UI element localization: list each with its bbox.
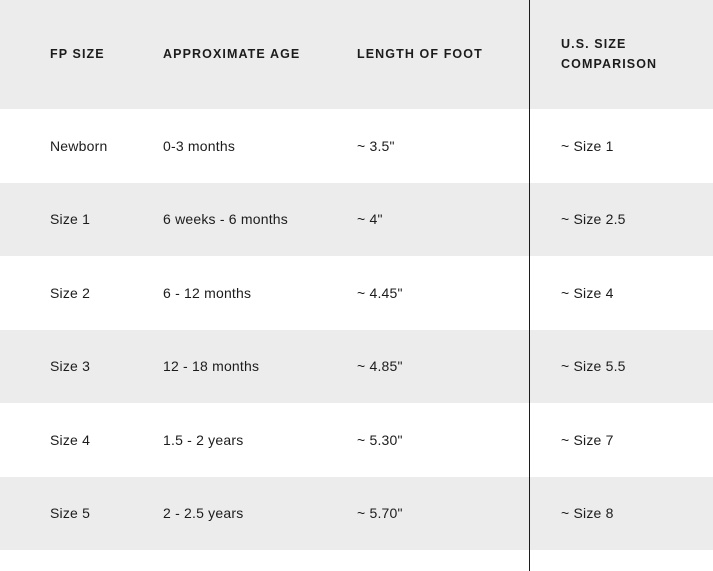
cell-length-of-foot: ~ 5.30"	[307, 403, 529, 477]
column-header-length-of-foot-label: LENGTH OF FOOT	[357, 46, 483, 61]
column-header-us-size-comparison	[529, 0, 713, 109]
cell-us-size-comparison: ~ Size 4	[529, 256, 713, 330]
table-header	[0, 0, 713, 109]
cell-length-of-foot: ~ 4.45"	[307, 256, 529, 330]
column-header-length-of-foot	[307, 0, 529, 109]
column-header-us-size-comparison-line1: U.S. SIZE	[561, 37, 627, 52]
cell-us-size-comparison: ~ Size 8	[529, 477, 713, 551]
cell-length-of-foot: ~ 5.70"	[307, 477, 529, 551]
table-row	[0, 477, 713, 551]
cell-approximate-age: 12 - 18 months	[113, 330, 307, 404]
cell-fp-size: Newborn	[0, 109, 113, 183]
cell-us-size-comparison: ~ Size 7	[529, 403, 713, 477]
cell-fp-size: Size 1	[0, 183, 113, 257]
cell-length-of-foot: ~ 4"	[307, 183, 529, 257]
cell-fp-size: Size 2	[0, 256, 113, 330]
column-header-us-size-comparison-line2: COMPARISON	[561, 56, 658, 71]
cell-us-size-comparison: ~ Size 1	[529, 109, 713, 183]
column-header-fp-size-label: FP SIZE	[50, 46, 105, 61]
table-header-row	[0, 0, 713, 109]
table-row	[0, 330, 713, 404]
cell-approximate-age: 1.5 - 2 years	[113, 403, 307, 477]
column-header-approximate-age	[113, 0, 307, 109]
cell-fp-size: Size 3	[0, 330, 113, 404]
cell-fp-size: Size 5	[0, 477, 113, 551]
column-header-fp-size	[0, 0, 113, 109]
cell-approximate-age: 0-3 months	[113, 109, 307, 183]
cell-us-size-comparison: ~ Size 2.5	[529, 183, 713, 257]
table-body	[0, 109, 713, 550]
cell-approximate-age: 6 - 12 months	[113, 256, 307, 330]
cell-approximate-age: 6 weeks - 6 months	[113, 183, 307, 257]
column-header-approximate-age-label: APPROXIMATE AGE	[163, 46, 301, 61]
cell-length-of-foot: ~ 3.5"	[307, 109, 529, 183]
table-row	[0, 256, 713, 330]
table-row	[0, 109, 713, 183]
cell-length-of-foot: ~ 4.85"	[307, 330, 529, 404]
cell-fp-size: Size 4	[0, 403, 113, 477]
table-row	[0, 183, 713, 257]
cell-us-size-comparison: ~ Size 5.5	[529, 330, 713, 404]
table-row	[0, 403, 713, 477]
cell-approximate-age: 2 - 2.5 years	[113, 477, 307, 551]
column-divider	[529, 0, 530, 571]
